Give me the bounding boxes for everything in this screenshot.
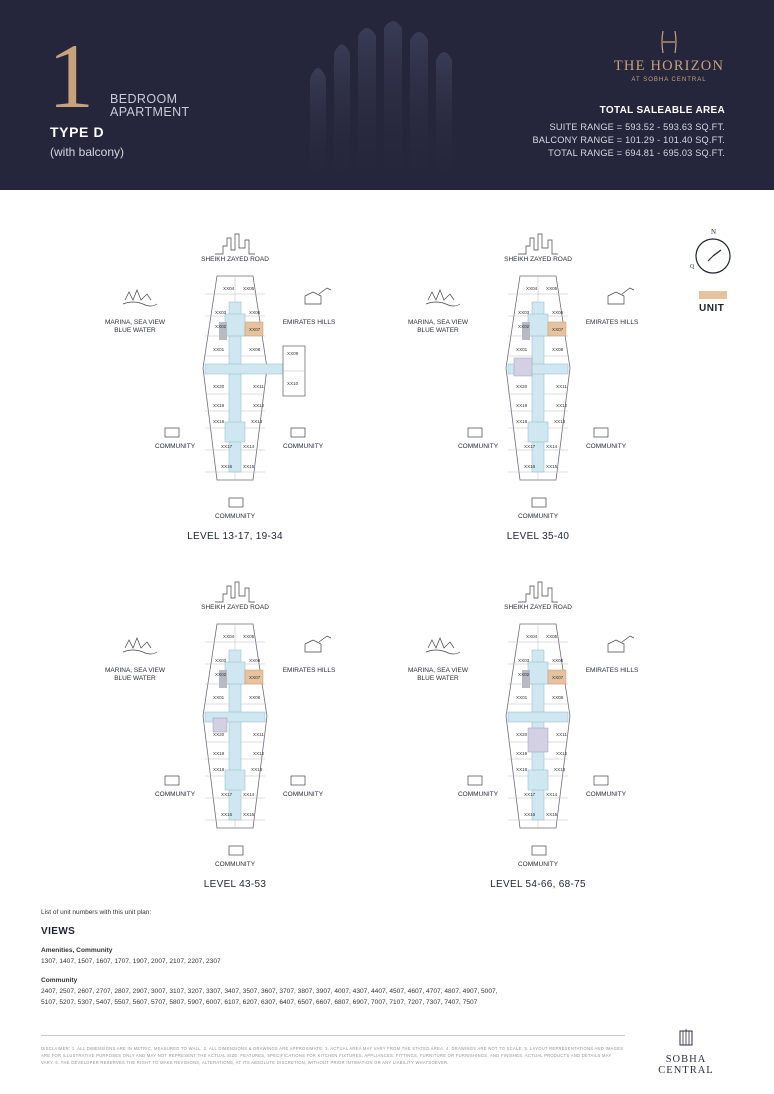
sobha-central-mark-icon xyxy=(679,1028,693,1046)
stair-core xyxy=(225,422,245,442)
unit-label-xx13: XX13 xyxy=(554,767,566,772)
level-label: LEVEL 35-40 xyxy=(506,531,570,542)
unit-label-xx15: XX15 xyxy=(546,812,558,817)
unit-label-xx08: XX08 xyxy=(249,347,261,352)
level-label: LEVEL 43-53 xyxy=(203,879,267,890)
group-units-community: 2407, 2507, 2607, 2707, 2807, 2907, 3007, 3107, 3207, 3307, 3407, 3507, 3607, 3707, 3807, 3907, 4007, 4307, 4407, 4507, 4607, 4707, 4807, 4907, 5007, 5107, 5207, 5307, 5407, 5507, 5607, 5707, 5807, 5907, 6007, 6107, 6207, 6307, 6407, 6507, 6607, 6807, 6907, 7007, 7107, 7207, 7307, 7407, 7507 xyxy=(41,988,498,1006)
unit-label-xx03: XX03 xyxy=(518,658,530,663)
views-heading: VIEWS xyxy=(41,926,76,937)
cross-corridor xyxy=(508,712,568,722)
unit-label-xx01: XX01 xyxy=(516,695,528,700)
unit-label-xx19: XX19 xyxy=(516,403,528,408)
skyline-icon xyxy=(215,582,255,602)
unit-label-xx17: XX17 xyxy=(221,792,233,797)
community-icon-south xyxy=(229,498,243,507)
emirates-hills-icon xyxy=(305,636,331,652)
floor-plan-3 xyxy=(95,576,395,896)
disclaimer-divider xyxy=(41,1035,625,1036)
unit-label-xx02: XX02 xyxy=(215,672,227,677)
compass-north-letter: N xyxy=(711,228,717,236)
unit-label-xx14: XX14 xyxy=(243,792,255,797)
direction-community-west: COMMUNITY xyxy=(457,791,499,798)
suite-range: SUITE RANGE = 593.52 - 593.63 SQ.FT. xyxy=(549,122,725,132)
unit-label-xx01: XX01 xyxy=(516,347,528,352)
group-units-amenities: 1307, 1407, 1507, 1607, 1707, 1907, 2007, 2107, 2207, 2307 xyxy=(41,958,221,965)
unit-label-xx17: XX17 xyxy=(524,444,536,449)
logo-name: THE HORIZON xyxy=(613,58,725,74)
unit-label-xx20: XX20 xyxy=(213,384,225,389)
unit-label-xx04: XX04 xyxy=(223,634,235,639)
unit-label-xx02: XX02 xyxy=(518,672,530,677)
direction-community-east: COMMUNITY xyxy=(585,791,627,798)
direction-community-south: COMMUNITY xyxy=(214,861,256,868)
floor-plan-2 xyxy=(398,228,698,548)
community-icon-east xyxy=(594,428,608,437)
direction-west: MARINA, SEA VIEW BLUE WATER xyxy=(105,319,165,334)
unit-type-title: TYPE D xyxy=(50,124,105,140)
direction-east: EMIRATES HILLS xyxy=(282,667,336,674)
unit-label-xx07: XX07 xyxy=(552,327,564,332)
marina-icon xyxy=(426,638,460,654)
direction-community-east: COMMUNITY xyxy=(282,791,324,798)
unit-label-xx17: XX17 xyxy=(524,792,536,797)
cross-corridor xyxy=(205,364,295,374)
stair-core xyxy=(528,422,548,442)
unit-label-xx04: XX04 xyxy=(223,286,235,291)
unit-label-xx15: XX15 xyxy=(243,464,255,469)
logo-subtitle: AT SOBHA CENTRAL xyxy=(631,77,707,83)
community-icon-south xyxy=(229,846,243,855)
unit-label-xx08: XX08 xyxy=(552,695,564,700)
amenity-block xyxy=(213,718,227,732)
stair-core xyxy=(528,770,548,790)
lift-core xyxy=(225,662,245,684)
emirates-hills-icon xyxy=(608,636,634,652)
unit-label-xx05: XX05 xyxy=(243,286,255,291)
unit-label-xx20: XX20 xyxy=(516,384,528,389)
amenity-block xyxy=(528,728,548,752)
balcony-range: BALCONY RANGE = 101.29 - 101.40 SQ.FT. xyxy=(532,135,725,145)
community-icon-east xyxy=(291,428,305,437)
unit-label-xx08: XX08 xyxy=(552,347,564,352)
unit-label-xx20: XX20 xyxy=(213,732,225,737)
unit-label-xx13: XX13 xyxy=(251,767,263,772)
unit-label-xx01: XX01 xyxy=(213,347,225,352)
unit-label-xx09: XX09 xyxy=(287,351,299,356)
community-icon-east xyxy=(291,776,305,785)
community-icon-west xyxy=(468,428,482,437)
unit-label-xx02: XX02 xyxy=(518,324,530,329)
unit-list-intro: List of unit numbers with this unit plan: xyxy=(41,909,152,916)
community-icon-west xyxy=(468,776,482,785)
community-icon-west xyxy=(165,776,179,785)
unit-label-xx06: XX06 xyxy=(249,658,261,663)
amenity-block xyxy=(514,358,532,376)
unit-label-xx05: XX05 xyxy=(546,634,558,639)
unit-label-xx16: XX16 xyxy=(524,464,536,469)
direction-east: EMIRATES HILLS xyxy=(585,667,639,674)
floor-plan-1 xyxy=(95,228,395,548)
unit-label-xx08: XX08 xyxy=(249,695,261,700)
unit-label-xx12: XX12 xyxy=(253,403,265,408)
unit-legend-label: UNIT xyxy=(699,303,725,314)
floor-plan-4 xyxy=(398,576,698,896)
direction-east: EMIRATES HILLS xyxy=(282,319,336,326)
direction-community-west: COMMUNITY xyxy=(457,443,499,450)
unit-label-xx11: XX11 xyxy=(556,732,567,737)
unit-label-xx06: XX06 xyxy=(249,310,261,315)
emirates-hills-icon xyxy=(608,288,634,304)
unit-label-xx13: XX13 xyxy=(251,419,263,424)
unit-label-xx03: XX03 xyxy=(215,658,227,663)
direction-community-east: COMMUNITY xyxy=(585,443,627,450)
direction-east: EMIRATES HILLS xyxy=(585,319,639,326)
unit-label-xx05: XX05 xyxy=(546,286,558,291)
community-icon-south xyxy=(532,498,546,507)
level-label: LEVEL 54-66, 68-75 xyxy=(490,879,586,890)
unit-label-xx15: XX15 xyxy=(546,464,558,469)
bedroom-count: 1 xyxy=(48,25,94,127)
unit-label-xx16: XX16 xyxy=(221,812,233,817)
apartment-type-label xyxy=(110,93,190,119)
unit-label-xx12: XX12 xyxy=(556,403,568,408)
unit-label-xx06: XX06 xyxy=(552,310,564,315)
unit-label-xx03: XX03 xyxy=(215,310,227,315)
direction-west: MARINA, SEA VIEW BLUE WATER xyxy=(408,667,468,682)
unit-label-xx07: XX07 xyxy=(249,327,261,332)
direction-north: SHEIKH ZAYED ROAD xyxy=(201,256,269,263)
direction-west: MARINA, SEA VIEW BLUE WATER xyxy=(105,667,165,682)
unit-label-xx19: XX19 xyxy=(213,751,225,756)
unit-label-xx01: XX01 xyxy=(213,695,225,700)
tower-floor-plate xyxy=(398,576,698,896)
area-title: TOTAL SALEABLE AREA xyxy=(599,105,725,116)
unit-label-xx06: XX06 xyxy=(552,658,564,663)
header-banner xyxy=(0,0,774,190)
sobha-central-name: SOBHA CENTRAL xyxy=(658,1054,714,1076)
direction-west: MARINA, SEA VIEW BLUE WATER xyxy=(408,319,468,334)
community-icon-south xyxy=(532,846,546,855)
direction-north: SHEIKH ZAYED ROAD xyxy=(504,604,572,611)
tower-floor-plate xyxy=(95,228,395,548)
direction-community-south: COMMUNITY xyxy=(214,513,256,520)
horizon-monogram-icon xyxy=(659,30,679,54)
saleable-area-block xyxy=(532,105,725,160)
unit-label-xx15: XX15 xyxy=(243,812,255,817)
unit-label-xx02: XX02 xyxy=(215,324,227,329)
unit-label-xx14: XX14 xyxy=(546,444,558,449)
community-icon-east xyxy=(594,776,608,785)
group-title-community: Community xyxy=(41,977,78,984)
the-horizon-logo xyxy=(606,30,732,83)
unit-label-xx14: XX14 xyxy=(243,444,255,449)
direction-community-west: COMMUNITY xyxy=(154,443,196,450)
unit-label-xx03: XX03 xyxy=(518,310,530,315)
unit-label-xx07: XX07 xyxy=(249,675,261,680)
unit-label-xx04: XX04 xyxy=(526,286,538,291)
unit-label-xx19: XX19 xyxy=(516,751,528,756)
unit-label-xx14: XX14 xyxy=(546,792,558,797)
unit-label-xx04: XX04 xyxy=(526,634,538,639)
marina-icon xyxy=(123,290,157,306)
unit-type-subtitle: (with balcony) xyxy=(50,145,125,159)
direction-community-west: COMMUNITY xyxy=(154,791,196,798)
skyline-icon xyxy=(215,234,255,254)
level-label: LEVEL 13-17, 19-34 xyxy=(187,531,283,542)
sobha-central-logo xyxy=(638,1028,734,1076)
disclaimer-text: DISCLAIMER: 1. ALL DIMENSIONS ARE IN METRIC, MEASURED TO WALL. 2. ALL DIMENSIONS & DRAWINGS ARE APPROXIMATE. 3. ACTUAL AREA MAY VARY FROM THE STATED AREA. 4. DRAWINGS ARE NOT TO SCALE. 5. LAYOUT REPRESENTATIONS AND IMAGES ARE FOR ILLUSTRATIVE PURPOSES ONLY AND MAY NOT REPRESENT THE ACTUAL SIZE, FEATURES, SPECIFICATIONS FOR KITCHEN FIXTURES, APPLIANCES, FITTINGS, FURNITURE OR FURNISHINGS, AND FINISHES. ACTUAL PRODUCTS AND DETAILS MAY VARY. 6. THE DEVELOPER RESERVES THE RIGHT TO MAKE REVISIONS, ALTERATIONS, AT ITS ABSOLUTE DISCRETION, WITHOUT PRIOR INTIMATION OR ANY LIABILITY WHATSOEVER. xyxy=(41,1046,624,1065)
marina-icon xyxy=(426,290,460,306)
unit-label-xx16: XX16 xyxy=(221,464,233,469)
tower-floor-plate xyxy=(398,228,698,548)
skyline-icon xyxy=(518,234,558,254)
unit-label-xx13: XX13 xyxy=(554,419,566,424)
unit-label-xx18: XX18 xyxy=(516,767,528,772)
emirates-hills-icon xyxy=(305,288,331,304)
group-title-amenities: Amenities, Community xyxy=(41,947,113,954)
tower-floor-plate xyxy=(95,576,395,896)
unit-label-xx07: XX07 xyxy=(552,675,564,680)
direction-community-south: COMMUNITY xyxy=(517,861,559,868)
unit-label-xx19: XX19 xyxy=(213,403,225,408)
unit-label-xx18: XX18 xyxy=(213,767,225,772)
skyline-icon xyxy=(518,582,558,602)
unit-label-xx12: XX12 xyxy=(556,751,568,756)
unit-label-xx12: XX12 xyxy=(253,751,265,756)
unit-label-xx18: XX18 xyxy=(516,419,528,424)
community-icon-west xyxy=(165,428,179,437)
lift-core xyxy=(225,314,245,336)
marina-icon xyxy=(123,638,157,654)
apartment-line: APARTMENT xyxy=(110,105,190,119)
unit-label-xx20: XX20 xyxy=(516,732,528,737)
stair-core xyxy=(225,770,245,790)
svg-text:Q: Q xyxy=(690,264,695,270)
unit-label-xx11: XX11 xyxy=(253,384,264,389)
direction-north: SHEIKH ZAYED ROAD xyxy=(201,604,269,611)
unit-label-xx10: XX10 xyxy=(287,381,299,386)
unit-label-xx11: XX11 xyxy=(556,384,567,389)
lift-core xyxy=(528,662,548,684)
direction-community-south: COMMUNITY xyxy=(517,513,559,520)
unit-legend-swatch xyxy=(699,291,727,299)
lift-core xyxy=(528,314,548,336)
unit-label-xx05: XX05 xyxy=(243,634,255,639)
unit-label-xx17: XX17 xyxy=(221,444,233,449)
bedroom-line: BEDROOM xyxy=(110,92,178,106)
unit-label-xx11: XX11 xyxy=(253,732,264,737)
building-silhouette-decoration xyxy=(290,18,480,190)
unit-label-xx18: XX18 xyxy=(213,419,225,424)
direction-north: SHEIKH ZAYED ROAD xyxy=(504,256,572,263)
unit-label-xx16: XX16 xyxy=(524,812,536,817)
total-range: TOTAL RANGE = 694.81 - 695.03 SQ.FT. xyxy=(548,148,725,158)
direction-community-east: COMMUNITY xyxy=(282,443,324,450)
